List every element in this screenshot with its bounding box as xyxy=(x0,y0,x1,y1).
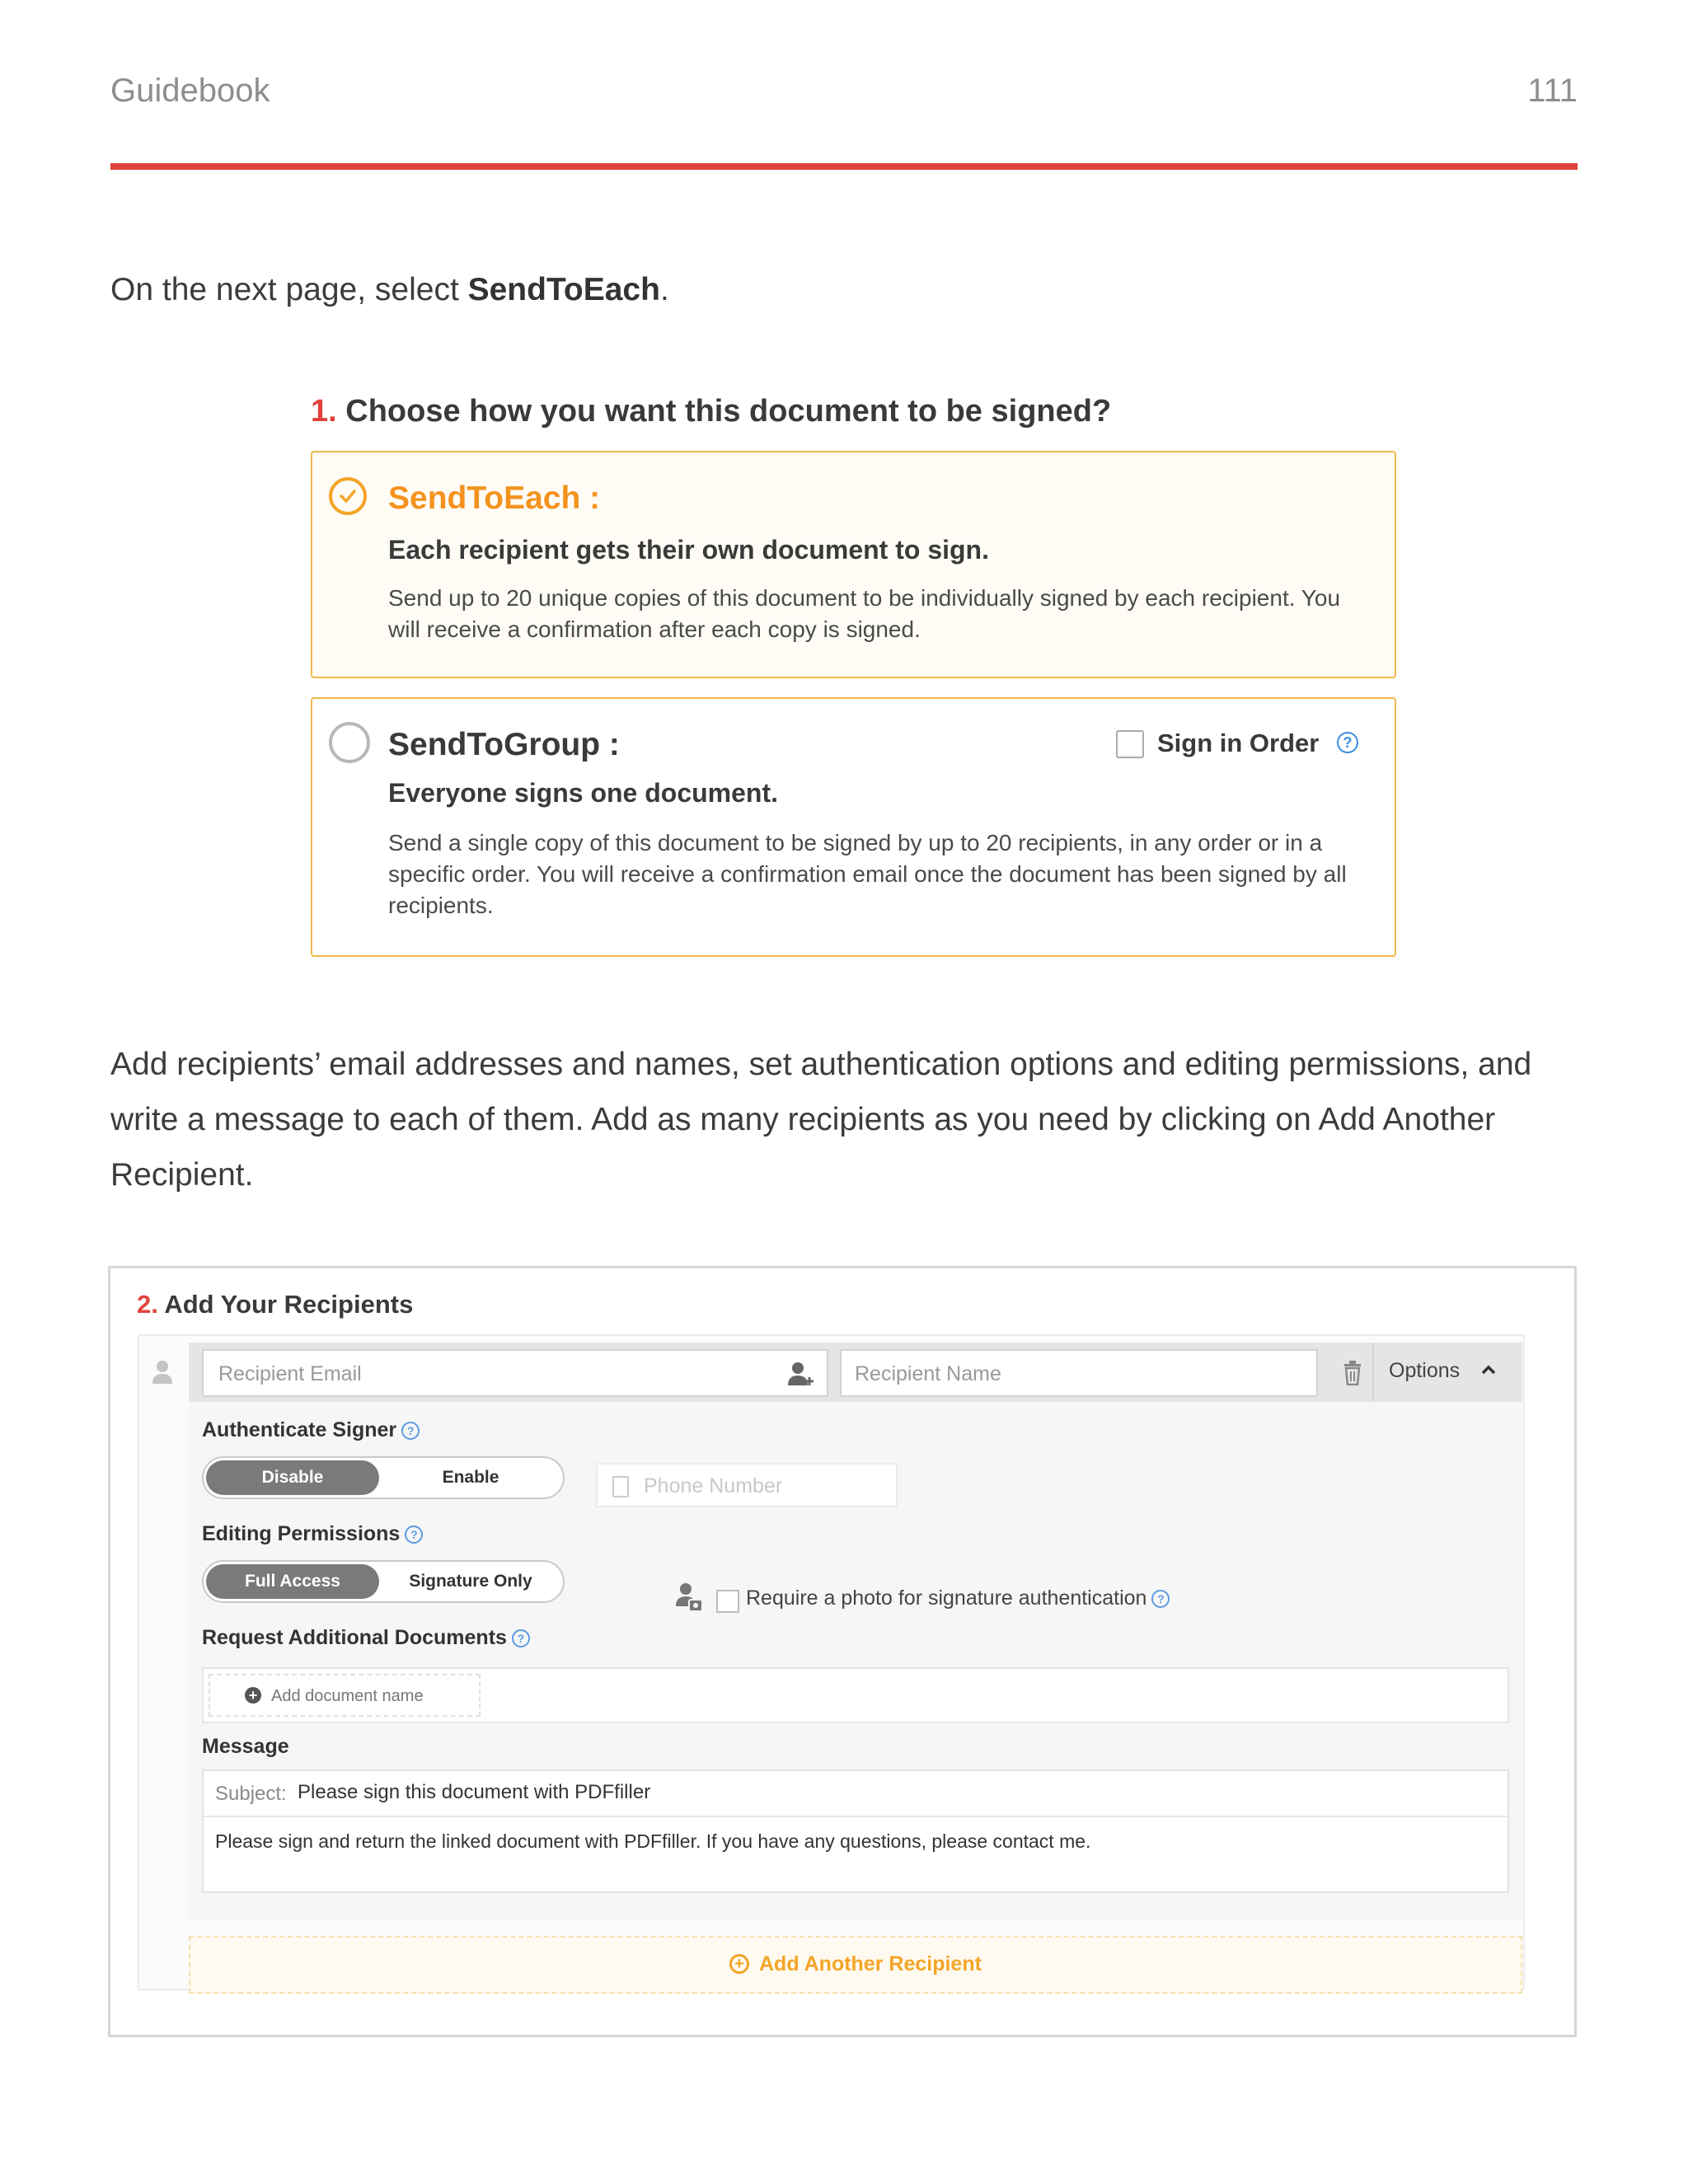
subject-label: Subject: xyxy=(215,1783,287,1805)
help-icon[interactable]: ? xyxy=(1337,732,1358,753)
authenticate-signer-text: Authenticate Signer xyxy=(202,1418,397,1441)
help-icon[interactable]: ? xyxy=(1151,1590,1170,1608)
signature-only-option[interactable]: Signature Only xyxy=(409,1572,532,1591)
recipient-card xyxy=(138,1334,1525,1990)
options-divider xyxy=(1372,1343,1374,1402)
recipient-options-panel xyxy=(189,1402,1522,1921)
additional-docs-label xyxy=(202,1626,530,1650)
plus-circle-icon: + xyxy=(729,1954,749,1974)
editing-permissions-text: Editing Permissions xyxy=(202,1522,401,1545)
option-description: Send up to 20 unique copies of this document to be individually signed by each recipient. You will receive a confirmation after each copy is signed. xyxy=(388,585,1341,642)
editing-permissions-label xyxy=(202,1522,423,1546)
recipients-paragraph: Add recipients’ email addresses and names, set authentication options and editing permissions, and write a message to each of them. Add as many recipients as you need by clicking on Add Another Recipient. xyxy=(110,1047,1532,1193)
phone-icon xyxy=(612,1476,629,1497)
person-icon xyxy=(152,1359,173,1388)
radio-empty-icon[interactable] xyxy=(329,722,370,763)
add-another-recipient-button[interactable] xyxy=(189,1936,1522,1994)
option-title: SendToGroup : xyxy=(388,727,620,762)
intro-suffix: . xyxy=(659,272,669,307)
option-subtitle: Everyone signs one document. xyxy=(388,778,778,808)
recipient-row xyxy=(189,1343,1522,1402)
add-document-button[interactable] xyxy=(209,1674,481,1717)
recipients-screenshot xyxy=(108,1266,1577,2037)
trash-icon[interactable] xyxy=(1343,1361,1362,1390)
photo-auth-text: Require a photo for signature authentication xyxy=(746,1586,1147,1610)
plus-circle-icon: + xyxy=(245,1687,261,1704)
authenticate-signer-label xyxy=(202,1418,420,1442)
recipient-email-placeholder: Recipient Email xyxy=(218,1362,362,1385)
authenticate-toggle[interactable] xyxy=(202,1456,565,1499)
page-number: 111 xyxy=(1527,73,1578,109)
option-send-to-group[interactable] xyxy=(311,697,1396,957)
recipients-title: Add Your Recipients xyxy=(164,1290,414,1319)
intro-bold: SendToEach xyxy=(467,272,660,307)
editing-toggle[interactable] xyxy=(202,1560,565,1603)
intro-prefix: On the next page, select xyxy=(110,272,468,307)
option-title: SendToEach : xyxy=(388,480,601,516)
add-document-text: Add document name xyxy=(271,1687,424,1705)
intro-paragraph xyxy=(110,272,669,308)
help-icon[interactable]: ? xyxy=(512,1629,530,1647)
options-button[interactable]: Options xyxy=(1389,1359,1461,1382)
chevron-up-icon[interactable] xyxy=(1481,1364,1496,1379)
message-label: Message xyxy=(202,1735,289,1758)
photo-auth-label xyxy=(746,1586,1170,1610)
add-another-recipient-label: Add Another Recipient xyxy=(759,1952,982,1975)
full-access-option[interactable]: Full Access xyxy=(206,1564,379,1599)
message-box xyxy=(202,1769,1509,1893)
additional-docs-text: Request Additional Documents xyxy=(202,1626,507,1649)
step-number: 2. xyxy=(137,1290,158,1319)
sign-in-order-label: Sign in Order xyxy=(1157,729,1320,757)
additional-docs-area xyxy=(202,1667,1509,1723)
header-rule xyxy=(110,163,1578,170)
recipient-name-input[interactable] xyxy=(840,1349,1318,1397)
option-subtitle: Each recipient gets their own document to sign. xyxy=(388,535,989,565)
subject-input[interactable]: Please sign this document with PDFfiller xyxy=(298,1781,651,1803)
auth-enable-option[interactable]: Enable xyxy=(442,1468,499,1487)
recipient-email-input[interactable] xyxy=(202,1349,828,1397)
sign-in-order-checkbox[interactable] xyxy=(1116,730,1144,758)
photo-id-icon xyxy=(675,1582,703,1617)
auth-disable-option[interactable]: Disable xyxy=(206,1460,379,1495)
recipients-heading xyxy=(137,1290,413,1319)
message-body-input[interactable]: Please sign and return the linked document with PDFfiller. If you have any questions, please contact me. xyxy=(215,1830,1091,1852)
help-icon[interactable]: ? xyxy=(405,1526,423,1544)
phone-number-input[interactable] xyxy=(596,1463,898,1507)
help-icon[interactable]: ? xyxy=(401,1422,420,1440)
option-description: Send a single copy of this document to be signed by up to 20 recipients, in any order or in a specific order. You will receive a confirmation email once the document has been signed by all recipients. xyxy=(388,830,1347,918)
photo-auth-checkbox[interactable] xyxy=(716,1590,739,1613)
choose-heading xyxy=(311,394,1111,429)
step-number: 1. xyxy=(311,394,337,429)
add-user-icon[interactable] xyxy=(787,1361,815,1393)
option-send-to-each[interactable] xyxy=(311,451,1396,678)
check-circle-icon[interactable] xyxy=(329,477,367,515)
choose-title: Choose how you want this document to be signed? xyxy=(345,394,1112,429)
message-divider xyxy=(204,1816,1507,1817)
phone-number-placeholder: Phone Number xyxy=(644,1474,783,1497)
recipient-name-placeholder: Recipient Name xyxy=(855,1362,1001,1385)
header-title: Guidebook xyxy=(110,73,270,109)
